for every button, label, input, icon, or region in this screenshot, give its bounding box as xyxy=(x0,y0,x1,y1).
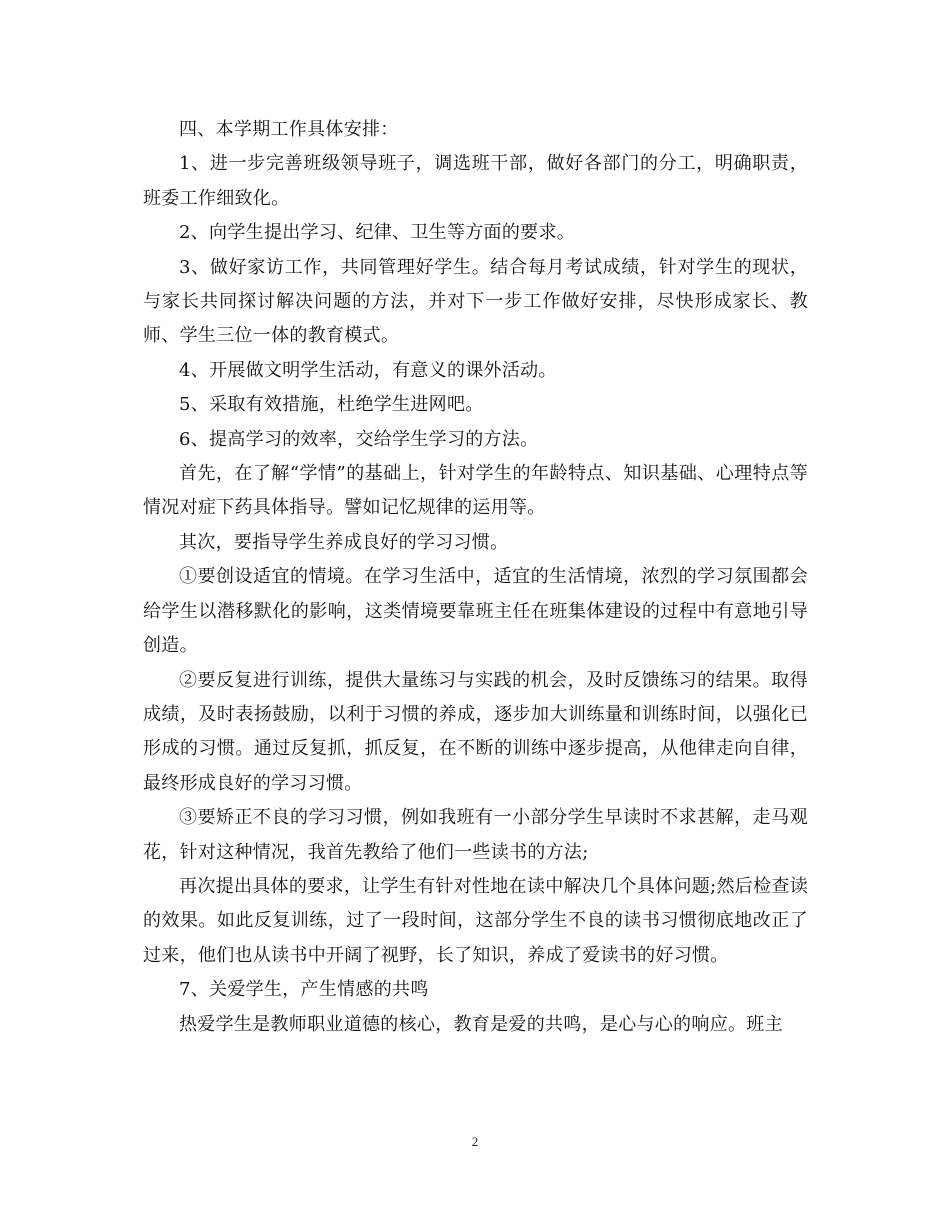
paragraph: 5、采取有效措施，杜绝学生进网吧。 xyxy=(179,394,484,416)
paragraph: 首先，在了解“学情”的基础上，针对学生的年龄特点、知识基础、心理特点等情况对症下药具体指导。譬如记忆规律的运用等。 xyxy=(143,463,808,519)
paragraph: 1、进一步完善班级领导班子，调选班干部，做好各部门的分工，明确职责，班委工作细致化。 xyxy=(143,153,808,209)
page-number: 2 xyxy=(471,1134,479,1149)
paragraph: ③要矫正不良的学习习惯，例如我班有一小部分学生早读时不求甚解，走马观花，针对这种情况，我首先教给了他们一些读书的方法; xyxy=(143,807,808,863)
paragraph: 其次，要指导学生养成良好的学习习惯。 xyxy=(179,531,509,553)
paragraph: 3、做好家访工作，共同管理好学生。结合每月考试成绩，针对学生的现状，与家长共同探讨解决问题的方法，并对下一步工作做好安排，尽快形成家长、教师、学生三位一体的教育模式。 xyxy=(143,256,808,347)
section-heading: 四、本学期工作具体安排： xyxy=(179,119,399,140)
paragraph: ①要创设适宜的情境。在学习生活中，适宜的生活情境，浓烈的学习氛围都会给学生以潜移默化的影响，这类情境要靠班主任在班集体建设的过程中有意地引导创造。 xyxy=(143,566,808,657)
paragraph: 7、关爱学生，产生情感的共鸣 xyxy=(179,979,429,1001)
paragraph: 热爱学生是教师职业道德的核心，教育是爱的共鸣，是心与心的响应。班主 xyxy=(179,1013,783,1035)
paragraph: ②要反复进行训练，提供大量练习与实践的机会，及时反馈练习的结果。取得成绩，及时表扬鼓励，以利于习惯的养成，逐步加大训练量和训练时间，以强化已形成的习惯。通过反复抓，抓反复，在不断的训练中逐步提高，从他律走向自律，最终形成良好的学习习惯。 xyxy=(143,669,808,794)
paragraph: 4、开展做文明学生活动，有意义的课外活动。 xyxy=(179,359,557,381)
paragraph: 6、提高学习的效率，交给学生学习的方法。 xyxy=(179,428,539,450)
document-body xyxy=(143,113,808,1042)
paragraph: 2、向学生提出学习、纪律、卫生等方面的要求。 xyxy=(179,222,576,244)
paragraph: 再次提出具体的要求，让学生有针对性地在读中解决几个具体问题;然后检查读的效果。如此反复训练，过了一段时间，这部分学生不良的读书习惯彻底地改正了过来，他们也从读书中开阔了视野，长了知识，养成了爱读书的好习惯。 xyxy=(143,875,808,966)
